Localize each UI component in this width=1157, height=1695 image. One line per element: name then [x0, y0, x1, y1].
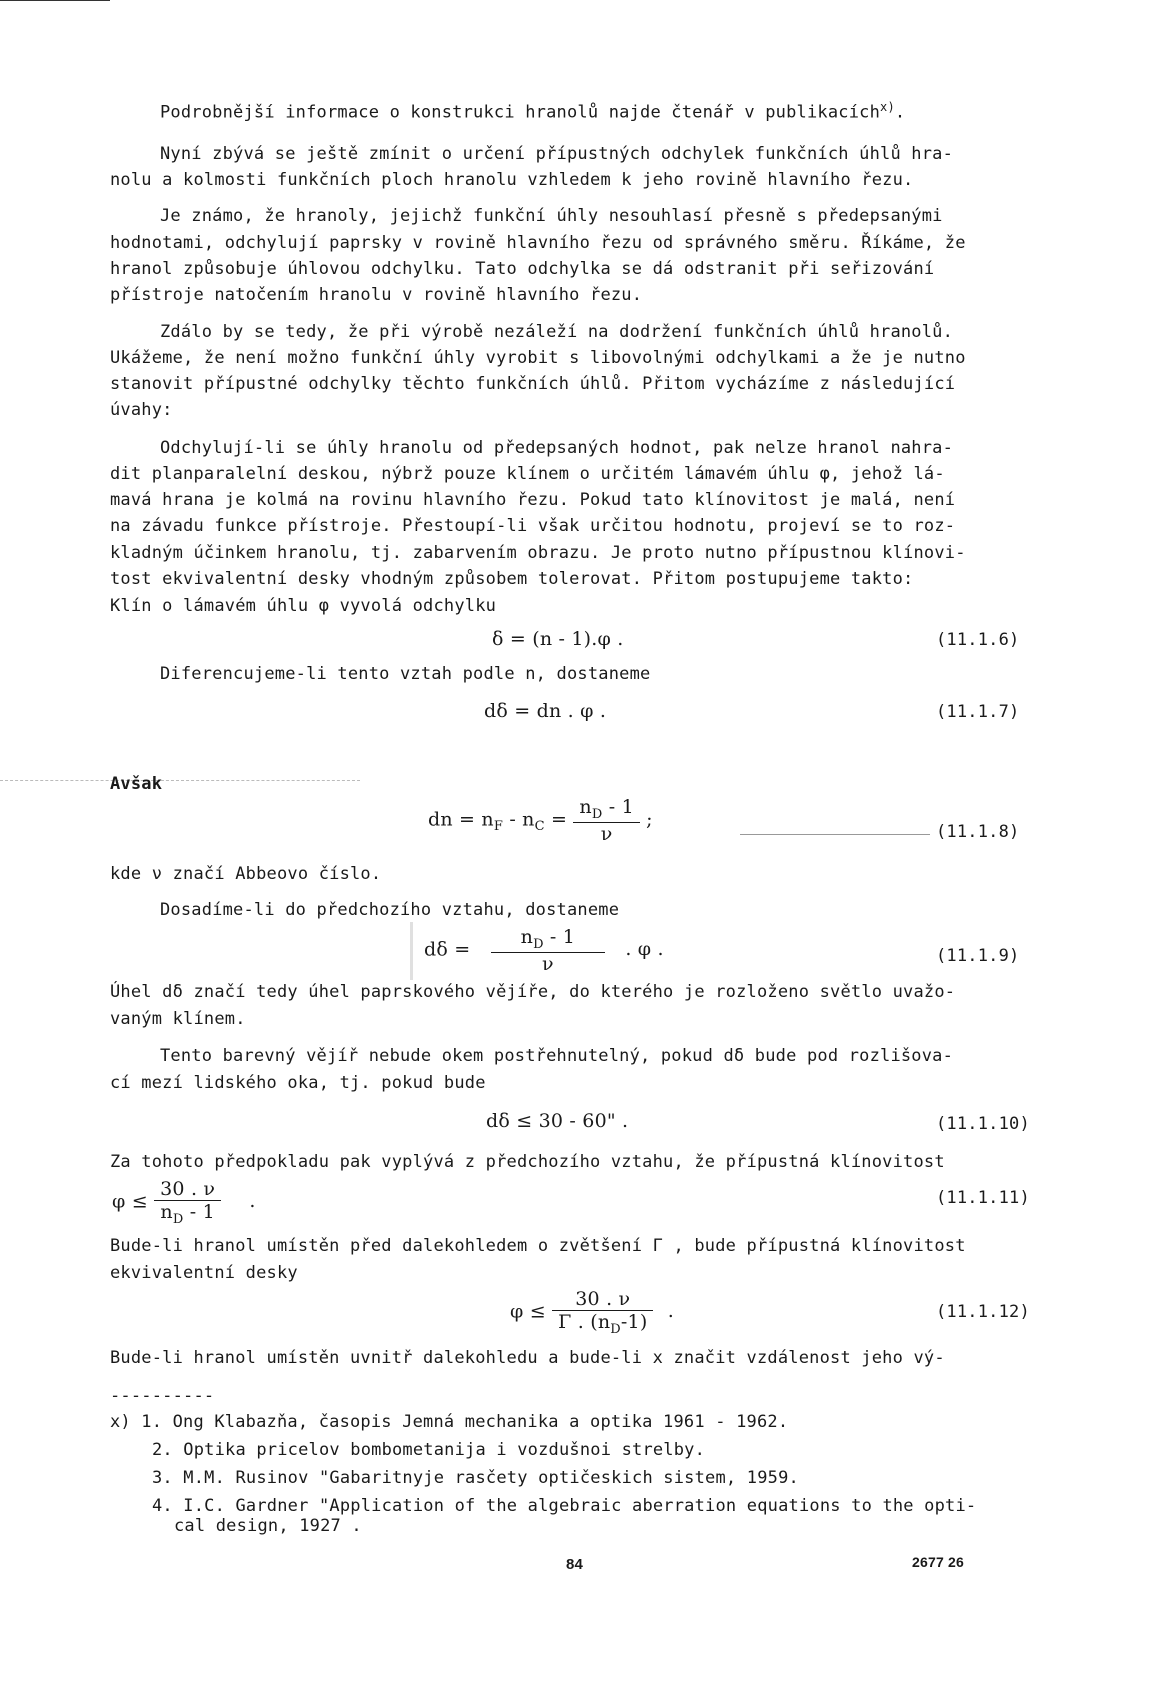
footnote-item: cal design, 1927 .: [174, 1516, 362, 1536]
text-line: Dosadíme-li do předchozího vztahu, dostaneme: [160, 900, 620, 920]
equation-number: (11.1.12): [936, 1302, 1030, 1322]
footnote-marker: x): [880, 100, 895, 114]
text-line: Za tohoto předpokladu pak vyplývá z předchozího vztahu, že přípustná klínovitost: [110, 1152, 945, 1172]
top-edge-rule: [0, 0, 110, 1]
scan-artifact-line: [740, 834, 930, 835]
equation-11-1-12: φ ≤ $\frac{30 . \nu}{\Gamma . (n_D-1)}$ .: [510, 1288, 674, 1337]
text-line: Nyní zbývá se ještě zmínit o určení přípustných odchylek funkčních úhlů hra-: [160, 144, 954, 164]
text-line: Klín o lámavém úhlu φ vyvolá odchylku: [110, 596, 497, 616]
text-line: Bude-li hranol umístěn uvnitř dalekohledu a bude-li x značit vzdálenost jeho vý-: [110, 1348, 945, 1368]
equation-11-1-10: dδ ≤ 30 - 60" .: [486, 1110, 629, 1132]
print-code: 2677 26: [912, 1554, 965, 1570]
text-line: přístroje natočením hranolu v rovině hlavního řezu.: [110, 285, 643, 305]
scan-artifact-line: [0, 780, 360, 781]
text-line: vaným klínem.: [110, 1009, 246, 1029]
equation-11-1-9: dδ = $\frac{n_D - 1}{\nu}$ . φ .: [424, 926, 664, 975]
equation-number: (11.1.6): [936, 630, 1020, 650]
text-line: Tento barevný vějíř nebude okem postřehnutelný, pokud dδ bude pod rozlišova-: [160, 1046, 954, 1066]
text-line: Ukážeme, že není možno funkční úhly vyrobit s libovolnými odchylkami a že je nutno: [110, 348, 966, 368]
footnote-item: x) 1. Ong Klabazňa, časopis Jemná mechanika a optika 1961 - 1962.: [110, 1412, 789, 1432]
fraction: $\frac{n_D - 1}{\nu}$: [573, 796, 639, 845]
fraction: $\frac{30 . \nu}{n_D - 1}$: [154, 1178, 221, 1227]
equation-number: (11.1.7): [936, 702, 1020, 722]
equation-number: (11.1.10): [936, 1114, 1030, 1134]
equation-11-1-6: δ = (n - 1).φ .: [492, 628, 624, 650]
equation-11-1-7: dδ = dn . φ .: [484, 700, 607, 722]
footnote-item: 2. Optika pricelov bombometanija i vozdušnoi strelby.: [152, 1440, 706, 1460]
equation-11-1-11: φ ≤ $\frac{30 . \nu}{n_D - 1}$ .: [112, 1178, 256, 1227]
text-line: Je známo, že hranoly, jejichž funkční úhly nesouhlasí přesně s předepsanými: [160, 206, 943, 226]
footnote-item: 3. M.M. Rusinov "Gabaritnyje rasčety optičeskich sistem, 1959.: [152, 1468, 799, 1488]
text-line: Odchylují-li se úhly hranolu od předepsaných hodnot, pak nelze hranol nahra-: [160, 438, 954, 458]
text-line: úvahy:: [110, 400, 173, 420]
footnote-separator: ----------: [110, 1386, 215, 1406]
text-line: nolu a kolmosti funkčních ploch hranolu vzhledem k jeho rovině hlavního řezu.: [110, 170, 914, 190]
text-line: Podrobnější informace o konstrukci hranolů najde čtenář v publikacích$^{x)}$.: [160, 100, 906, 123]
page-number: 84: [566, 1556, 584, 1573]
text-line: stanovit přípustné odchylky těchto funkčních úhlů. Přitom vycházíme z následující: [110, 374, 956, 394]
text-line: cí mezí lidského oka, tj. pokud bude: [110, 1073, 486, 1093]
text-line: hodnotami, odchylují paprsky v rovině hlavního řezu od správného směru. Říkáme, že: [110, 233, 966, 253]
text-line: kde ν značí Abbeovo číslo.: [110, 864, 382, 884]
text-line: Zdálo by se tedy, že při výrobě nezáleží na dodržení funkčních úhlů hranolů.: [160, 322, 954, 342]
text-line: Bude-li hranol umístěn před dalekohledem o zvětšení Γ , bude přípustná klínovitost: [110, 1236, 966, 1256]
footnote-item: 4. I.C. Gardner "Application of the algebraic aberration equations to the opti-: [152, 1496, 977, 1516]
fraction: $\frac{n_D - 1}{\nu}$: [491, 926, 605, 975]
scan-artifact-bar: [410, 922, 413, 980]
text-line: dit planparalelní deskou, nýbrž pouze klínem o určitém lámavém úhlu φ, jehož lá-: [110, 464, 945, 484]
text-line: kladným účinkem hranolu, tj. zabarvením obrazu. Je proto nutno přípustnou klínovi-: [110, 543, 966, 563]
text-line: ekvivalentní desky: [110, 1263, 298, 1283]
equation-11-1-8: dn = $n_F - n_C$ = $\frac{n_D - 1}{\nu}$ ;: [428, 796, 653, 845]
text-line: hranol způsobuje úhlovou odchylku. Tato odchylka se dá odstranit při seřizování: [110, 259, 935, 279]
text-line: Úhel dδ značí tedy úhel paprskového vějíře, do kterého je rozloženo světlo uvažo-: [110, 982, 956, 1002]
text-line: na závadu funkce přístroje. Přestoupí-li však určitou hodnotu, projeví se to roz-: [110, 516, 956, 536]
text-line: tost ekvivalentní desky vhodným způsobem tolerovat. Přitom postupujeme takto:: [110, 569, 914, 589]
text-line: Avšak: [110, 774, 163, 794]
fraction: $\frac{30 . \nu}{\Gamma . (n_D-1)}$: [552, 1288, 653, 1337]
equation-number: (11.1.11): [936, 1188, 1030, 1208]
equation-number: (11.1.8): [936, 822, 1020, 842]
text-line: mavá hrana je kolmá na rovinu hlavního řezu. Pokud tato klínovitost je malá, není: [110, 490, 956, 510]
equation-number: (11.1.9): [936, 946, 1020, 966]
text-line: Diferencujeme-li tento vztah podle n, dostaneme: [160, 664, 651, 684]
